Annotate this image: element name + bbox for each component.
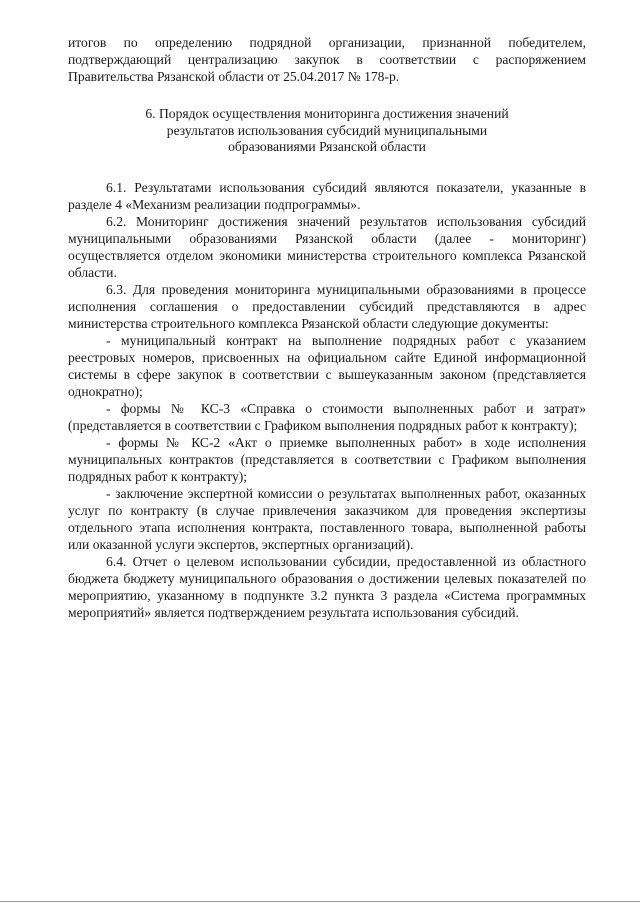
paragraph-6-1: 6.1. Результатами использования субсидий являются показатели, указанные в разделе 4 «Механизм реализации подпрограммы». [68,179,586,212]
list-item-expert-conclusion: - заключение экспертной комиссии о результатах выполненных работ, оказанных услуг по контракту (в случае привлечения заказчиком для проведения экспертизы отдельного этапа исполнения контракта, поставленного товара, выполненной работы или оказанной услуги экспертов, экспертных организаций). [68,485,586,552]
paragraph-6-3: 6.3. Для проведения мониторинга муниципальными образованиями в процессе исполнения соглашения о предоставлении субсидий представляются в адрес министерства строительного комплекса Рязанской области следующие документы: [68,281,586,331]
section-heading-line-2: результатов использования субсидий муниципальными [166,122,488,138]
document-page [68,34,586,621]
intro-paragraph: итогов по определению подрядной организации, признанной победителем, подтверждающий централизацию закупок в соответствии с распоряжением Правительства Рязанской области от 25.04.2017 № 178-р. [68,35,586,84]
list-item-ks3: - формы № КС-3 «Справка о стоимости выполненных работ и затрат» (представляется в соответствии с Графиком выполнения подрядных работ к контракту); [68,400,586,433]
page-bottom-edge [0,901,640,902]
paragraph-6-2: 6.2. Мониторинг достижения значений результатов использования субсидий муниципальными образованиями Рязанской области (далее - мониторинг) осуществляется отделом экономики министерства строительного комплекса Рязанской области. [68,213,586,280]
paragraph-6-4: 6.4. Отчет о целевом использовании субсидии, предоставленной из областного бюджета бюджету муниципального образования о достижении целевых показателей по мероприятию, указанному в подпункте 3.2 пункта 3 раздела «Система программных мероприятий» является подтверждением результата использования субсидий. [68,553,586,620]
section-heading-line-3: образованиями Рязанской области [228,139,426,154]
section-body [68,179,586,621]
section-heading [68,106,586,156]
list-item-contract: - муниципальный контракт на выполнение подрядных работ с указанием реестровых номеров, присвоенных на официальном сайте Единой информационной системы в сфере закупок в соответствии с вышеуказанным законом (представляется однократно); [68,332,586,399]
section-heading-line-1: 6. Порядок осуществления мониторинга достижения значений [145,106,509,121]
list-item-ks2: - формы № КС-2 «Акт о приемке выполненных работ» в ходе исполнения муниципальных контрактов (представляется в соответствии с Графиком выполнения подрядных работ к контракту); [68,434,586,484]
